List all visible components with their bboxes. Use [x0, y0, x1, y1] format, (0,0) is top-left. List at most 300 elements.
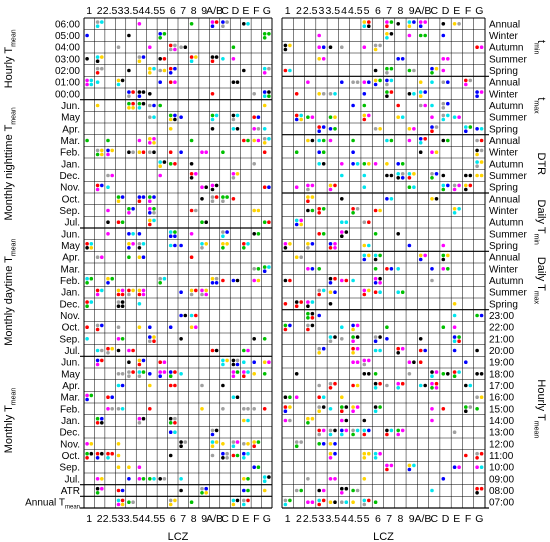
data-dot	[179, 477, 183, 481]
data-dot	[204, 289, 208, 293]
data-dot	[142, 242, 146, 246]
data-dot	[100, 289, 104, 293]
data-dot	[423, 254, 427, 258]
data-dot	[367, 162, 371, 166]
data-dot	[435, 67, 439, 71]
data-dot	[453, 465, 457, 469]
data-dot	[299, 118, 303, 122]
data-dot	[138, 22, 142, 26]
data-dot	[100, 255, 104, 259]
data-dot	[211, 118, 215, 122]
top-tick-label-7: 5	[159, 5, 166, 17]
data-dot	[363, 244, 367, 248]
data-dot	[374, 79, 378, 83]
row-label: 13:00	[489, 427, 515, 439]
data-dot	[475, 160, 479, 164]
data-dot	[131, 207, 135, 211]
data-dot	[242, 419, 246, 423]
data-dot	[374, 48, 378, 52]
data-dot	[453, 207, 457, 211]
data-dot	[85, 337, 89, 341]
data-dot	[236, 279, 240, 283]
data-dot	[148, 207, 152, 211]
data-dot	[232, 172, 236, 176]
data-dot	[385, 90, 389, 94]
bottom-tick-label-13: C	[430, 513, 439, 525]
data-dot	[475, 90, 479, 94]
data-dot	[117, 454, 121, 458]
data-dot	[464, 409, 468, 413]
data-dot	[322, 139, 326, 143]
data-dot	[311, 115, 315, 119]
data-dot	[236, 499, 240, 503]
data-dot	[85, 442, 89, 446]
group-label: Hourly $T_{mean}$	[532, 379, 547, 439]
data-dot	[396, 172, 400, 176]
data-dot	[138, 242, 142, 246]
data-dot	[340, 174, 344, 178]
data-dot	[340, 197, 344, 201]
data-dot	[295, 255, 299, 259]
data-dot	[173, 114, 177, 118]
data-dot	[457, 465, 461, 469]
data-dot	[221, 234, 225, 238]
row-label: Apr.	[62, 381, 80, 392]
data-dot	[374, 382, 378, 386]
data-dot	[419, 254, 423, 258]
data-dot	[351, 347, 355, 351]
data-dot	[96, 491, 100, 495]
data-dot	[96, 452, 100, 456]
data-dot	[317, 162, 321, 166]
data-dot	[110, 347, 114, 351]
row-label: Winter	[489, 264, 518, 276]
data-dot	[329, 246, 333, 250]
row-label: Autumn	[489, 276, 524, 287]
data-dot	[106, 456, 110, 460]
data-dot	[306, 477, 310, 481]
data-dot	[152, 137, 156, 141]
data-dot	[423, 34, 427, 38]
data-dot	[173, 67, 177, 71]
data-dot	[419, 337, 423, 341]
bottom-tick-label-15: E	[242, 513, 250, 525]
data-dot	[329, 45, 333, 49]
data-dot	[306, 199, 310, 203]
data-dot	[169, 370, 173, 374]
group-label: Hourly $T_{mean}$	[3, 29, 18, 89]
top-tick-label-13: C	[430, 5, 439, 17]
data-dot	[317, 351, 321, 355]
data-dot	[396, 382, 400, 386]
data-dot	[179, 150, 183, 154]
row-label: 02:00	[54, 66, 80, 77]
data-dot	[100, 153, 104, 157]
data-dot	[96, 149, 100, 153]
top-tick-label-3: 3	[117, 5, 124, 17]
data-dot	[173, 430, 177, 434]
data-dot	[152, 207, 156, 211]
data-dot	[236, 127, 240, 131]
data-dot	[121, 79, 125, 83]
data-dot	[138, 90, 142, 94]
data-dot	[215, 20, 219, 24]
data-dot	[284, 44, 288, 48]
data-dot	[242, 349, 246, 353]
data-dot	[158, 374, 162, 378]
data-dot	[158, 80, 162, 84]
data-dot	[430, 80, 434, 84]
row-label: 21:00	[489, 334, 515, 346]
data-dot	[127, 360, 131, 364]
row-label: 22:00	[489, 322, 515, 334]
top-tick-label-7: 5	[363, 5, 370, 17]
data-dot	[163, 370, 167, 374]
group-label: Monthly nighttime $T_{mean}$	[3, 107, 18, 221]
data-dot	[204, 242, 208, 246]
data-dot	[401, 115, 405, 119]
data-dot	[333, 500, 337, 504]
data-dot	[430, 197, 434, 201]
data-dot	[96, 20, 100, 24]
data-dot	[263, 36, 267, 40]
data-dot	[163, 32, 167, 36]
data-dot	[367, 114, 371, 118]
data-dot	[106, 209, 110, 213]
data-dot	[412, 127, 416, 131]
data-dot	[211, 92, 215, 96]
row-label: Spring	[489, 241, 518, 252]
data-dot	[127, 211, 131, 215]
top-tick-label-12: A/B	[206, 5, 224, 17]
data-dot	[367, 24, 371, 28]
data-dot	[148, 335, 152, 339]
data-dot	[363, 254, 367, 258]
data-dot	[295, 304, 299, 308]
data-dot	[363, 503, 367, 507]
data-dot	[306, 304, 310, 308]
data-dot	[329, 477, 333, 481]
bottom-tick-label-14: D	[231, 513, 240, 525]
data-dot	[442, 22, 446, 26]
row-label: 23:00	[489, 311, 515, 322]
data-dot	[385, 337, 389, 341]
data-dot	[117, 337, 121, 341]
data-dot	[257, 440, 261, 444]
data-dot	[351, 360, 355, 364]
data-dot	[333, 184, 337, 188]
data-dot	[100, 477, 104, 481]
data-dot	[96, 71, 100, 75]
row-label: 01:00	[54, 77, 80, 89]
data-dot	[121, 289, 125, 293]
data-dot	[442, 174, 446, 178]
data-dot	[246, 139, 250, 143]
data-dot	[110, 277, 114, 281]
data-dot	[163, 477, 167, 481]
data-dot	[221, 363, 225, 367]
data-dot	[284, 69, 288, 73]
top-tick-label-8: 6	[374, 5, 381, 17]
data-dot	[442, 407, 446, 411]
data-dot	[442, 69, 446, 73]
data-dot	[412, 172, 416, 176]
data-dot	[173, 118, 177, 122]
data-dot	[396, 351, 400, 355]
data-dot	[96, 67, 100, 71]
data-dot	[306, 246, 310, 250]
group-label: $t_{min}$	[532, 39, 547, 55]
data-dot	[288, 499, 292, 503]
data-dot	[333, 242, 337, 246]
data-dot	[127, 102, 131, 106]
data-dot	[148, 92, 152, 96]
group-label: Monthly daytime $T_{mean}$	[3, 238, 18, 346]
data-dot	[169, 118, 173, 122]
data-dot	[257, 232, 261, 236]
data-dot	[284, 246, 288, 250]
data-dot	[158, 164, 162, 168]
data-dot	[317, 92, 321, 96]
data-dot	[169, 499, 173, 503]
data-dot	[90, 394, 94, 398]
data-dot	[363, 80, 367, 84]
data-dot	[446, 80, 450, 84]
data-dot	[317, 489, 321, 493]
data-dot	[90, 79, 94, 83]
data-dot	[311, 500, 315, 504]
bottom-tick-label-9: 7	[180, 513, 187, 525]
data-dot	[215, 277, 219, 281]
data-dot	[363, 433, 367, 437]
top-tick-label-1: 2	[295, 5, 302, 17]
data-dot	[173, 48, 177, 52]
data-dot	[215, 114, 219, 118]
data-dot	[340, 409, 344, 413]
data-dot	[257, 127, 261, 131]
data-dot	[363, 20, 367, 24]
data-dot	[190, 209, 194, 213]
data-dot	[385, 433, 389, 437]
data-dot	[284, 324, 288, 328]
data-dot	[200, 185, 204, 189]
data-dot	[374, 44, 378, 48]
data-dot	[351, 351, 355, 355]
data-dot	[430, 67, 434, 71]
data-dot	[215, 55, 219, 59]
data-dot	[356, 80, 360, 84]
data-dot	[333, 115, 337, 119]
data-dot	[138, 370, 142, 374]
data-dot	[385, 429, 389, 433]
data-dot	[374, 452, 378, 456]
data-dot	[85, 277, 89, 281]
row-label: Autumn	[489, 42, 524, 54]
data-dot	[267, 32, 271, 36]
data-dot	[356, 384, 360, 388]
data-dot	[374, 456, 378, 460]
data-dot	[169, 44, 173, 48]
row-label: Annual	[489, 77, 521, 89]
data-dot	[121, 304, 125, 308]
data-dot	[435, 172, 439, 176]
data-dot	[194, 172, 198, 176]
data-dot	[236, 359, 240, 363]
data-dot	[169, 150, 173, 154]
top-tick-label-6: 4.5	[348, 5, 363, 17]
data-dot	[284, 302, 288, 306]
data-dot	[148, 45, 152, 49]
data-dot	[423, 20, 427, 24]
data-dot	[306, 115, 310, 119]
data-dot	[85, 325, 89, 329]
data-dot	[179, 489, 183, 493]
data-dot	[131, 349, 135, 353]
data-dot	[306, 417, 310, 421]
row-label: Dec.	[59, 171, 80, 182]
data-dot	[329, 242, 333, 246]
data-dot	[284, 405, 288, 409]
data-dot	[173, 234, 177, 238]
data-dot	[453, 188, 457, 192]
data-dot	[317, 314, 321, 318]
bottom-tick-label-12: A/B	[414, 513, 432, 525]
data-dot	[211, 55, 215, 59]
data-dot	[194, 55, 198, 59]
data-dot	[232, 127, 236, 131]
data-dot	[367, 452, 371, 456]
data-dot	[419, 104, 423, 108]
data-dot	[142, 90, 146, 94]
row-label: 05:00	[54, 31, 80, 42]
data-dot	[148, 195, 152, 199]
data-dot	[374, 386, 378, 390]
data-dot	[117, 304, 121, 308]
data-dot	[475, 139, 479, 143]
data-dot	[374, 277, 378, 281]
data-dot	[179, 115, 183, 119]
data-dot	[85, 456, 89, 460]
data-dot	[169, 421, 173, 425]
data-dot	[356, 324, 360, 328]
data-dot	[127, 232, 131, 236]
data-dot	[480, 90, 484, 94]
data-dot	[378, 79, 382, 83]
data-dot	[457, 370, 461, 374]
data-dot	[435, 382, 439, 386]
data-dot	[85, 57, 89, 61]
data-dot	[390, 267, 394, 271]
data-dot	[221, 452, 225, 456]
data-dot	[242, 499, 246, 503]
data-dot	[100, 55, 104, 59]
data-dot	[453, 302, 457, 306]
data-dot	[117, 199, 121, 203]
top-tick-label-9: 7	[180, 5, 187, 17]
data-dot	[232, 444, 236, 448]
row-label: Apr.	[62, 124, 80, 136]
data-dot	[317, 503, 321, 507]
data-dot	[131, 90, 135, 94]
data-dot	[257, 267, 261, 271]
data-dot	[211, 184, 215, 188]
data-dot	[351, 80, 355, 84]
data-dot	[85, 281, 89, 285]
data-dot	[184, 440, 188, 444]
data-dot	[85, 304, 89, 308]
data-dot	[117, 289, 121, 293]
data-dot	[169, 417, 173, 421]
data-dot	[430, 71, 434, 75]
data-dot	[211, 20, 215, 24]
data-dot	[329, 184, 333, 188]
data-dot	[430, 386, 434, 390]
data-dot	[148, 150, 152, 154]
data-dot	[396, 433, 400, 437]
data-dot	[363, 499, 367, 503]
data-dot	[419, 94, 423, 98]
row-label: Spring	[489, 182, 518, 194]
data-dot	[121, 489, 125, 493]
row-label: 18:00	[489, 369, 515, 381]
data-dot	[408, 92, 412, 96]
data-dot	[211, 59, 215, 63]
top-tick-label-8: 6	[169, 5, 176, 17]
data-dot	[311, 316, 315, 320]
data-dot	[340, 487, 344, 491]
data-dot	[138, 195, 142, 199]
row-label: Mar.	[60, 136, 80, 147]
data-dot	[322, 489, 326, 493]
data-dot	[295, 219, 299, 223]
data-dot	[340, 325, 344, 329]
data-dot	[419, 360, 423, 364]
x-axis-label: LCZ	[167, 531, 189, 542]
data-dot	[390, 79, 394, 83]
data-dot	[396, 176, 400, 180]
data-dot	[152, 477, 156, 481]
data-dot	[311, 312, 315, 316]
data-dot	[138, 232, 142, 236]
data-dot	[121, 220, 125, 224]
data-dot	[252, 232, 256, 236]
data-dot	[127, 94, 131, 98]
data-dot	[100, 67, 104, 71]
data-dot	[267, 67, 271, 71]
data-dot	[288, 405, 292, 409]
data-dot	[453, 115, 457, 119]
data-dot	[401, 382, 405, 386]
data-dot	[194, 289, 198, 293]
data-dot	[475, 395, 479, 399]
data-dot	[267, 360, 271, 364]
row-label: Jun.	[61, 357, 80, 369]
data-dot	[333, 246, 337, 250]
row-label: 20:00	[489, 346, 515, 357]
data-dot	[311, 139, 315, 143]
data-dot	[423, 90, 427, 94]
data-dot	[225, 452, 229, 456]
row-label: Dec.	[59, 299, 80, 311]
data-dot	[131, 150, 135, 154]
row-label: Oct.	[61, 322, 80, 334]
data-dot	[385, 384, 389, 388]
data-dot	[412, 69, 416, 73]
data-dot	[329, 386, 333, 390]
data-dot	[232, 45, 236, 49]
data-dot	[246, 349, 250, 353]
data-dot	[221, 242, 225, 246]
